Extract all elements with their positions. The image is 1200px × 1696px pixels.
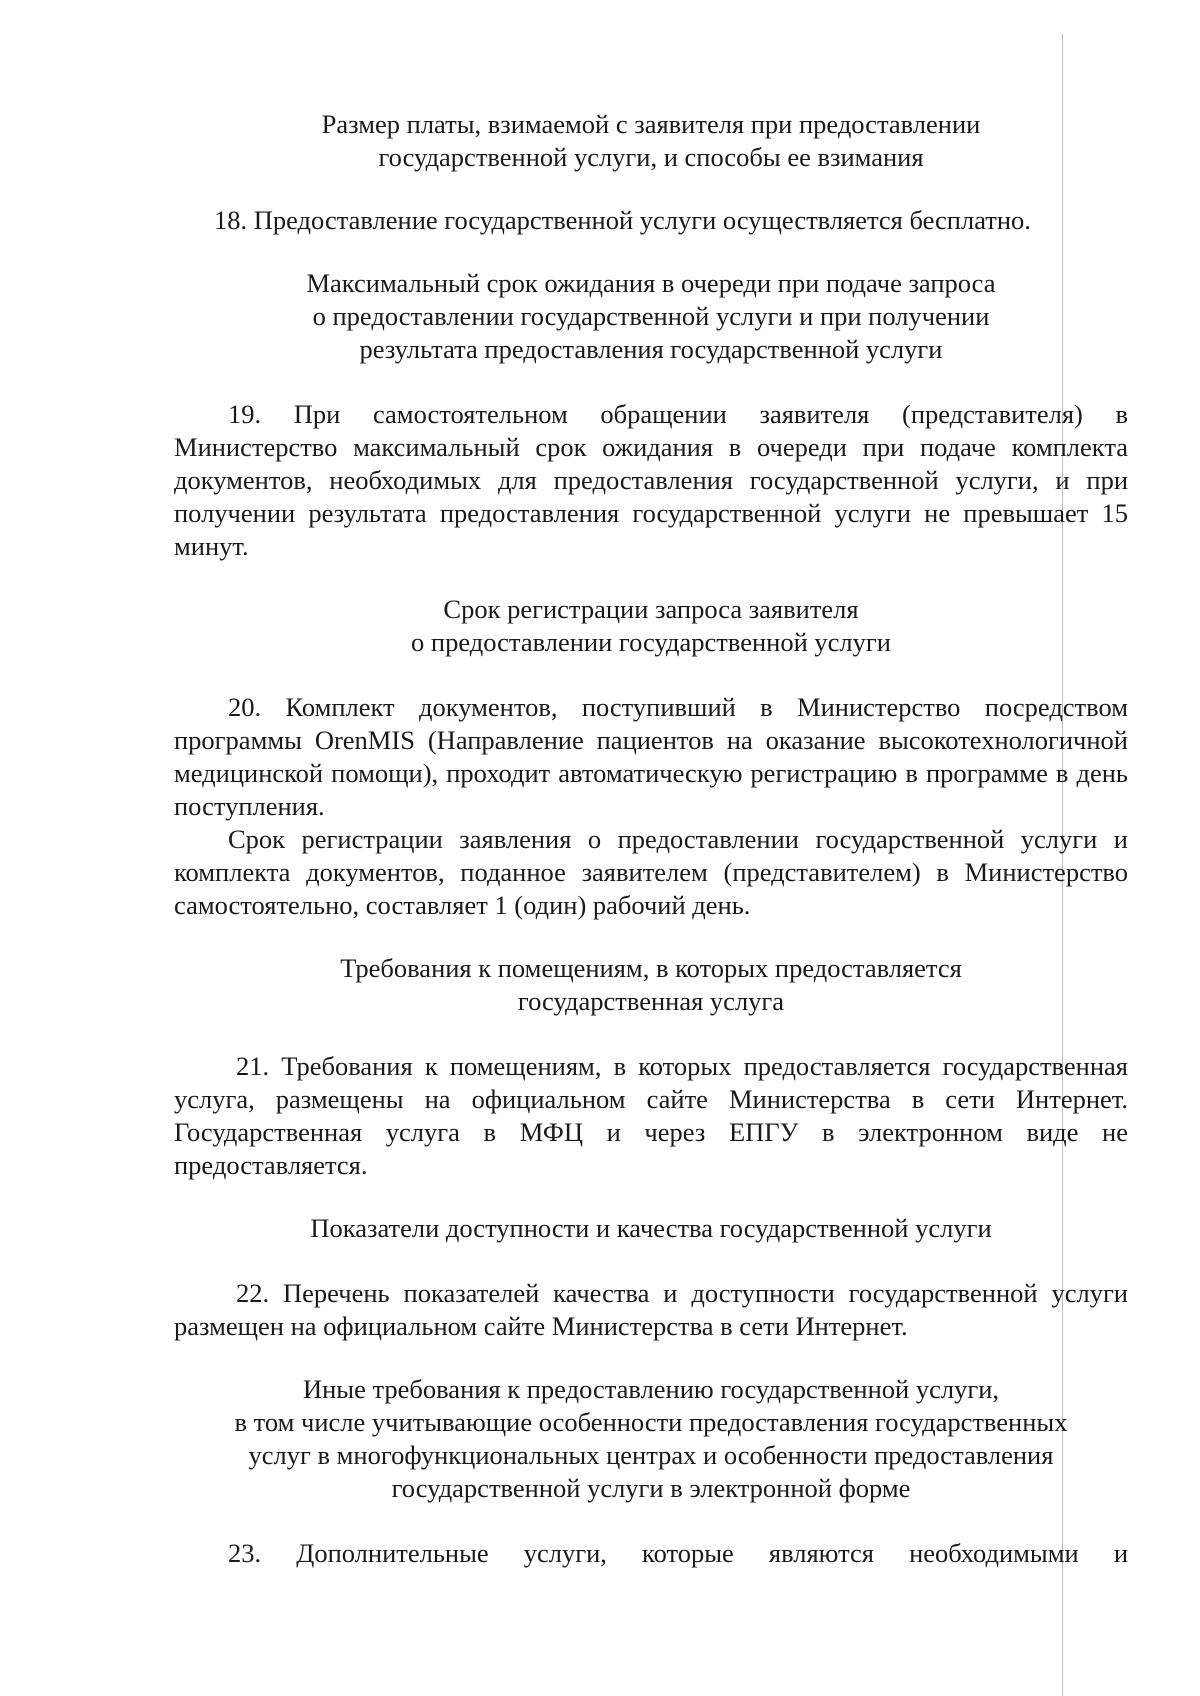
paragraph-18: 18. Предоставление государственной услуги осуществляется бесплатно. (214, 205, 1031, 235)
heading-line: о предоставлении государственной услуги (411, 627, 891, 657)
section-heading (174, 1373, 1128, 1505)
paragraph-21: 21. Требования к помещениям, в которых предоставляется государственная услуга, размещены на официальном сайте Министерства в сети Интернет. Государственная услуга в МФЦ и через ЕПГУ в электронном виде не предоставляется. (174, 1051, 1128, 1180)
paragraph-23: 23. Дополнительные услуги, которые являются необходимыми и (228, 1538, 1128, 1568)
section-heading (174, 267, 1128, 366)
heading-line: государственной услуги, и способы ее взимания (378, 142, 924, 172)
section-heading (174, 108, 1128, 174)
heading-line: Показатели доступности и качества государственной услуги (310, 1213, 992, 1243)
section-queue-time (174, 267, 1128, 563)
section-fee (174, 108, 1128, 237)
section-other-requirements (174, 1373, 1128, 1570)
heading-line: в том числе учитывающие особенности предоставления государственных (234, 1407, 1068, 1437)
section-heading (174, 1212, 1128, 1245)
document-page (174, 108, 1128, 1570)
section-quality-indicators (174, 1212, 1128, 1343)
heading-line: результата предоставления государственной услуги (359, 334, 943, 364)
section-registration-time (174, 593, 1128, 922)
heading-line: Требования к помещениям, в которых предоставляется (340, 953, 962, 983)
paragraph-20-registration: Срок регистрации заявления о предоставлении государственной услуги и комплекта документов, поданное заявителем (представителем) в Министерство самостоятельно, составляет 1 (один) рабочий день. (174, 824, 1128, 920)
paragraph-19: 19. При самостоятельном обращении заявителя (представителя) в Министерство максимальный срок ожидания в очереди при подаче комплекта документов, необходимых для предоставления государственной услуги, и при получении результата предоставления государственной услуги не превышает 15 минут. (174, 399, 1128, 561)
heading-line: Максимальный срок ожидания в очереди при подаче запроса (306, 268, 996, 298)
paragraph-22: 22. Перечень показателей качества и доступности государственной услуги размещен на официальном сайте Министерства в сети Интернет. (174, 1278, 1128, 1341)
paragraph-20: 20. Комплект документов, поступивший в Министерство посредством программы OrenMIS (Направление пациентов на оказание высокотехнологичной медицинской помощи), проходит автоматическую регистрацию в программе в день поступления. (174, 692, 1128, 821)
heading-line: услуг в многофункциональных центрах и особенности предоставления (248, 1440, 1054, 1470)
heading-line: о предоставлении государственной услуги и при получении (312, 301, 990, 331)
heading-line: государственная услуга (517, 986, 785, 1016)
heading-line: государственной услуги в электронной форме (391, 1473, 911, 1503)
section-heading (174, 952, 1128, 1018)
section-premises (174, 952, 1128, 1182)
section-heading (174, 593, 1128, 659)
heading-line: Срок регистрации запроса заявителя (443, 594, 859, 624)
heading-line: Иные требования к предоставлению государственной услуги, (302, 1374, 999, 1404)
heading-line: Размер платы, взимаемой с заявителя при предоставлении (321, 109, 981, 139)
